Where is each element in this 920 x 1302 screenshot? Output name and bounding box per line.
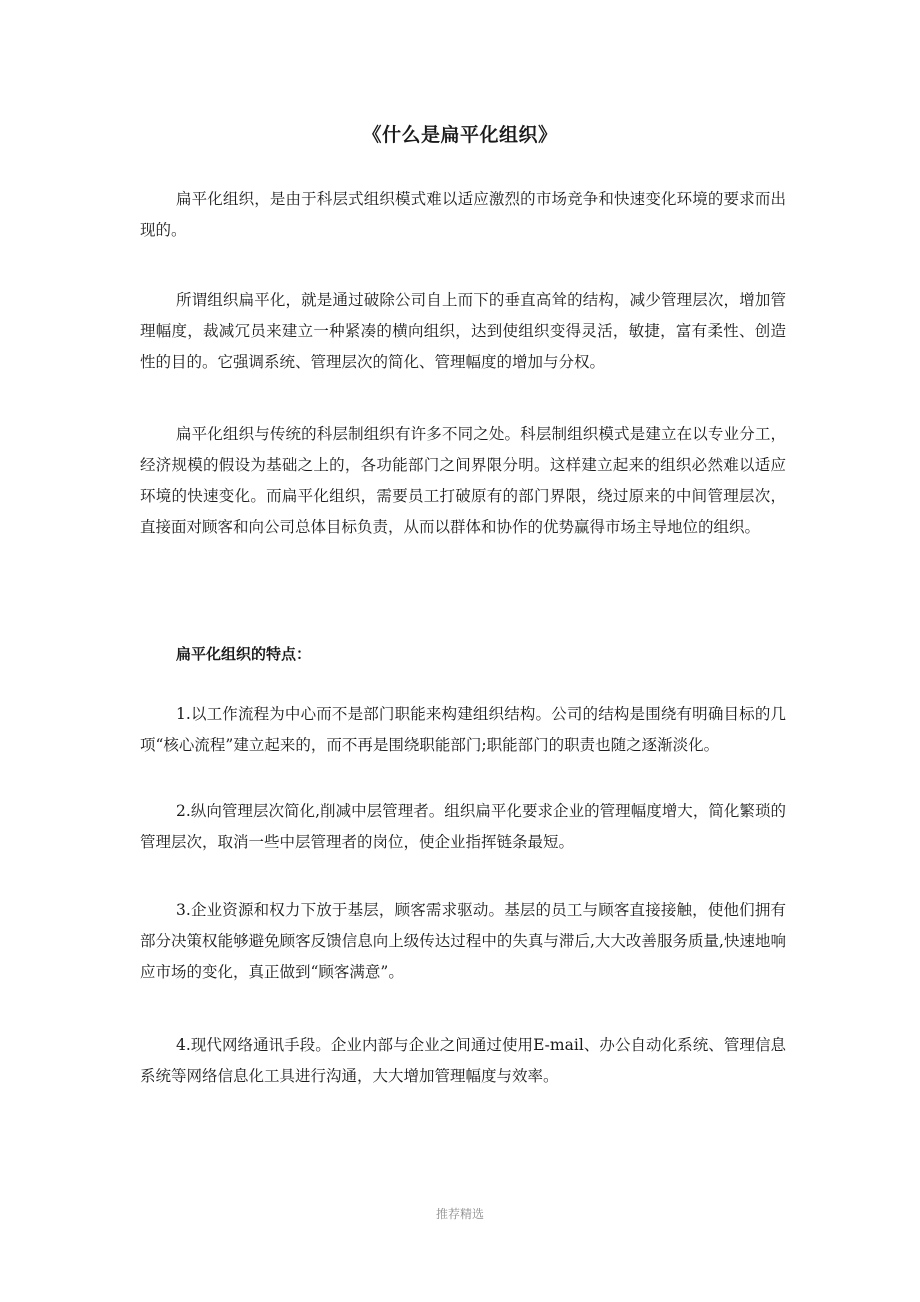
feature-item-2: 2.纵向管理层次简化,削减中层管理者。组织扁平化要求企业的管理幅度增大，简化繁琐的管理层次，取消一些中层管理者的岗位，使企业指挥链条最短。 xyxy=(140,802,786,851)
page-footer: 推荐精选 xyxy=(435,1207,484,1221)
feature-item-1: 1.以工作流程为中心而不是部门职能来构建组织结构。公司的结构是围绕有明确目标的几项“核心流程”建立起来的，而不再是围绕职能部门;职能部门的职责也随之逐渐淡化。 xyxy=(140,705,786,754)
comparison-paragraph: 扁平化组织与传统的科层制组织有许多不同之处。科层制组织模式是建立在以专业分工，经济规模的假设为基础之上的，各功能部门之间界限分明。这样建立起来的组织必然难以适应环境的快速变化。而扁平化组织，需要员工打破原有的部门界限，绕过原来的中间管理层次，直接面对顾客和向公司总体目标负责，从而以群体和协作的优势赢得市场主导地位的组织。 xyxy=(140,425,786,536)
definition-paragraph: 所谓组织扁平化，就是通过破除公司自上而下的垂直高耸的结构，减少管理层次，增加管理幅度，裁减冗员来建立一种紧凑的横向组织，达到使组织变得灵活，敏捷，富有柔性、创造性的目的。它强调系统、管理层次的简化、管理幅度的增加与分权。 xyxy=(140,291,786,371)
feature-item-3: 3.企业资源和权力下放于基层，顾客需求驱动。基层的员工与顾客直接接触，使他们拥有部分决策权能够避免顾客反馈信息向上级传达过程中的失真与滞后,大大改善服务质量,快速地响应市场的变化，真正做到“顾客满意”。 xyxy=(140,901,786,981)
intro-paragraph: 扁平化组织，是由于科层式组织模式难以适应激烈的市场竞争和快速变化环境的要求而出现的。 xyxy=(140,190,786,239)
feature-item-4: 4.现代网络通讯手段。企业内部与企业之间通过使用E-mail、办公自动化系统、管理信息系统等网络信息化工具进行沟通，大大增加管理幅度与效率。 xyxy=(140,1036,786,1085)
features-heading: 扁平化组织的特点： xyxy=(176,645,312,663)
document-title: 《什么是扁平化组织》 xyxy=(362,124,558,146)
